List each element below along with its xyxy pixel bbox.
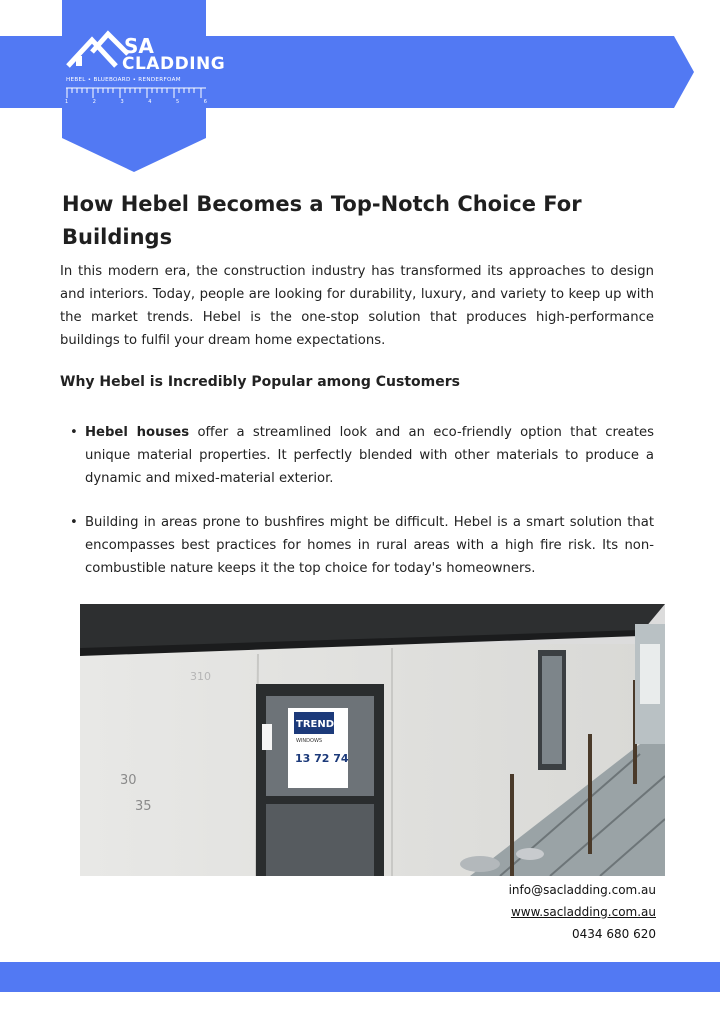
article-title: How Hebel Becomes a Top-Notch Choice For Buildings: [62, 192, 582, 249]
list-item: [60, 421, 654, 490]
ruler-number: 5: [176, 99, 180, 105]
section-subheading: Why Hebel is Incredibly Popular among Customers: [60, 374, 460, 390]
logo-badge-shape: [62, 0, 206, 172]
list-item: [60, 511, 654, 580]
bullet-text: Building in areas prone to bushfires might be difficult. Hebel is a smart solution that encompasses best practices for homes in rural areas with a high fire risk. Its non-combustible nature keeps it the top choice for today's homeowners.: [85, 515, 654, 576]
contact-website[interactable]: www.sacladding.com.au: [510, 905, 656, 919]
logo-ruler-numbers: [65, 99, 207, 105]
building-photo: [80, 604, 665, 876]
ruler-number: 4: [148, 99, 152, 105]
logo-tagline: HEBEL • BLUEBOARD • RENDERFOAM: [66, 77, 181, 83]
ruler-number: 3: [120, 99, 124, 105]
bullet-text: offer a streamlined look and an eco-friendly option that creates unique material properties. It perfectly blended with other materials to produce a dynamic and mixed-material exterior.: [85, 425, 654, 486]
ruler-number: 1: [65, 99, 69, 105]
ruler-number: 6: [203, 99, 207, 105]
contact-email[interactable]: info@sacladding.com.au: [508, 883, 656, 897]
footer-band: [0, 962, 720, 992]
sign-brand: TREND: [296, 719, 335, 730]
logo-name-line1: SA: [124, 34, 154, 58]
wall-mark: 310: [190, 670, 211, 683]
logo-name-line2: CLADDING: [122, 54, 226, 74]
contact-phone[interactable]: 0434 680 620: [572, 927, 656, 941]
ruler-number: 2: [92, 99, 96, 105]
sign-sub: WINDOWS: [296, 738, 323, 744]
sign-phone: 13 72 74: [295, 752, 349, 765]
bullet-dot: •: [70, 425, 78, 440]
bullet-dot: •: [70, 515, 78, 530]
logo[interactable]: [62, 0, 226, 172]
intro-paragraph: In this modern era, the construction industry has transformed its approaches to design and interiors. Today, people are looking for durability, luxury, and variety to keep up with the market trends. Hebel is the one-stop solution that produces high-performance buildings to fulfil your dream home expectations.: [60, 264, 654, 348]
bullet-bold: Hebel houses: [85, 425, 190, 440]
wall-mark: 30: [120, 773, 137, 788]
wall-mark: 35: [135, 799, 152, 814]
